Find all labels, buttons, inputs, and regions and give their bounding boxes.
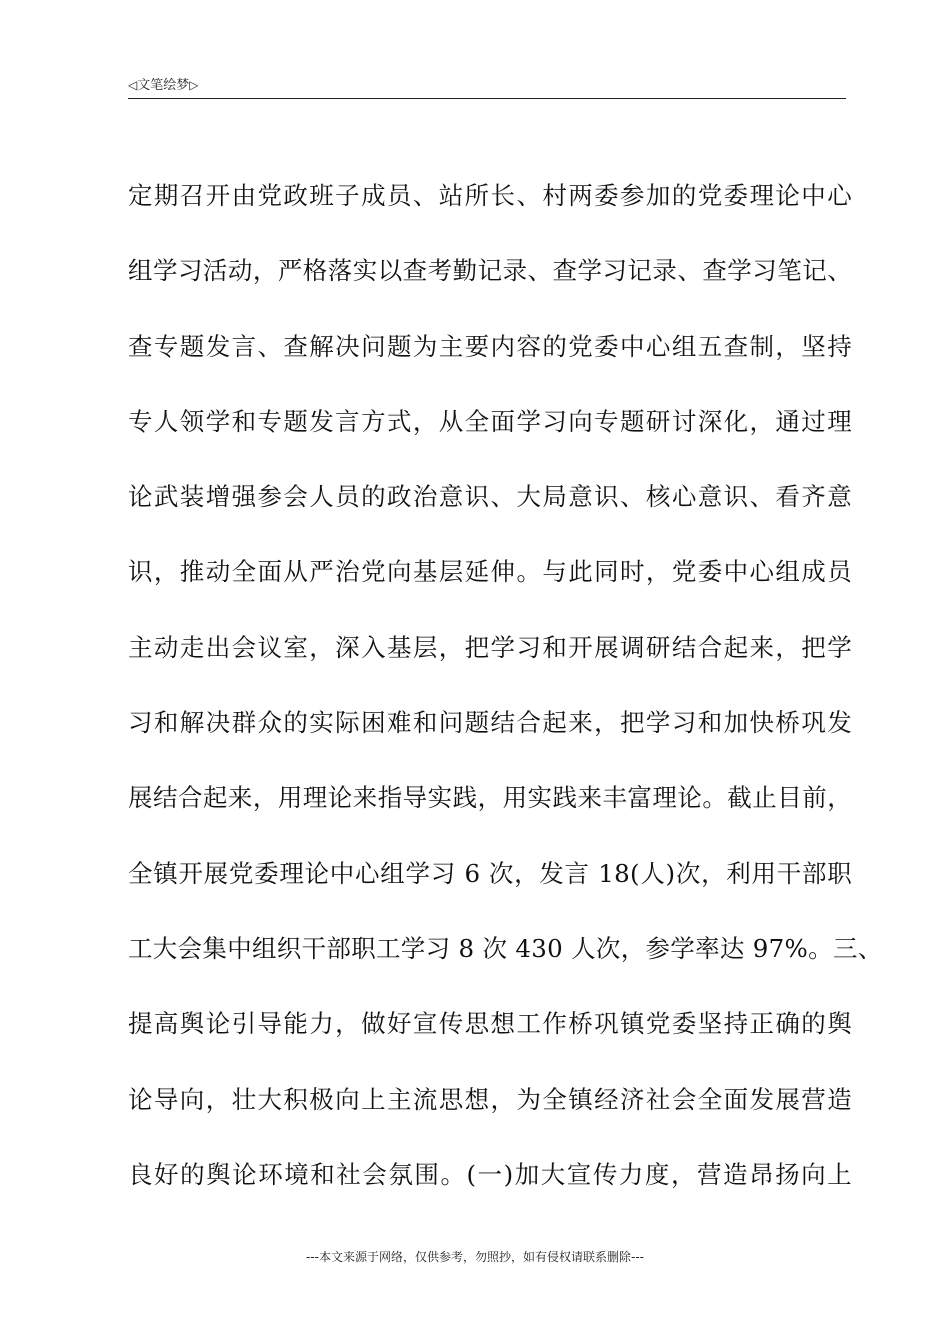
body-line-14: 良好的舆论环境和社会氛围。(一)加大宣传力度，营造昂扬向上 [128,1159,852,1189]
body-line-13: 论导向，壮大积极向上主流思想，为全镇经济社会全面发展营造 [128,1084,852,1114]
body-line-12: 提高舆论引导能力，做好宣传思想工作桥巩镇党委坚持正确的舆 [128,1009,852,1039]
page-footer-notice: ---本文来源于网络，仅供参考，勿照抄，如有侵权请联系删除--- [306,1250,644,1264]
body-line-9: 展结合起来，用理论来指导实践，用实践来丰富理论。截止目前， [128,783,852,813]
header-title: 文笔绘梦 [137,78,190,93]
body-line-11: 工大会集中组织干部职工学习 8 次 430 人次，参学率达 97%。三、 [128,933,883,963]
left-triangle-icon: ◁ [128,78,138,92]
body-line-6: 识，推动全面从严治党向基层延伸。与此同时，党委中心组成员 [128,557,852,587]
document-body [128,172,883,1226]
body-line-2: 组学习活动，严格落实以查考勤记录、查学习记录、查学习笔记、 [128,256,852,286]
body-line-1: 定期召开由党政班子成员、站所长、村两委参加的党委理论中心 [128,181,852,210]
body-line-4: 专人领学和专题发言方式，从全面学习向专题研讨深化，通过理 [128,406,852,436]
body-line-7: 主动走出会议室，深入基层，把学习和开展调研结合起来，把学 [128,632,852,662]
body-line-10: 全镇开展党委理论中心组学习 6 次，发言 18(人)次，利用干部职 [128,858,852,888]
right-triangle-icon: ▷ [189,78,199,92]
body-line-3: 查专题发言、查解决问题为主要内容的党委中心组五查制，坚持 [128,331,852,361]
body-line-8: 习和解决群众的实际困难和问题结合起来，把学习和加快桥巩发 [128,708,852,738]
page-header [128,74,846,99]
body-line-5: 论武装增强参会人员的政治意识、大局意识、核心意识、看齐意 [128,482,852,512]
